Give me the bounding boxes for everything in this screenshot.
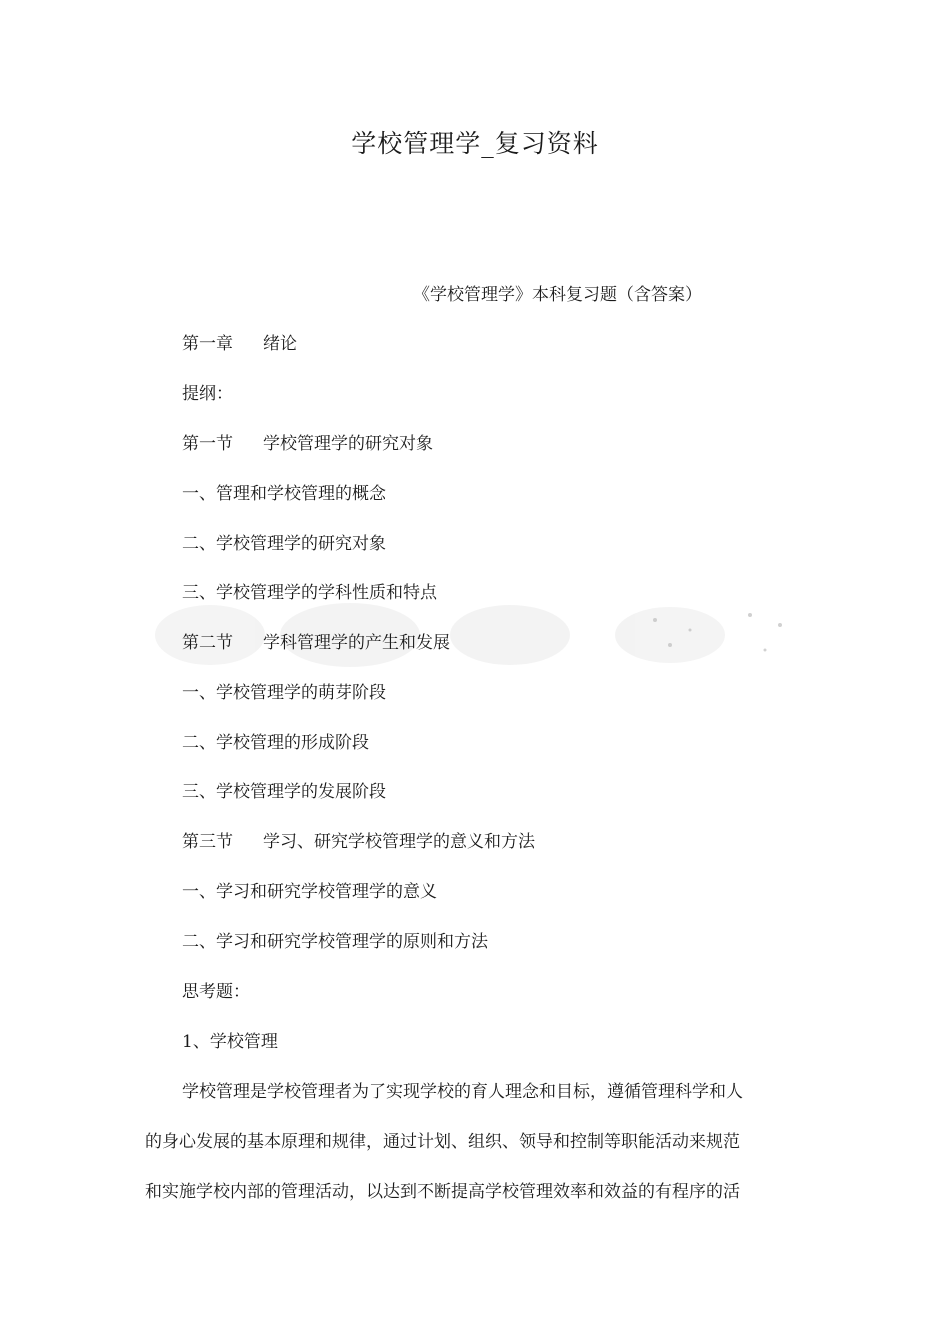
outline-item: 二、学习和研究学校管理学的原则和方法 [182,932,488,952]
outline-item: 一、学校管理学的萌芽阶段 [182,683,386,703]
outline-label: 提纲： [182,384,233,404]
questions-label: 思考题： [182,982,250,1002]
section-label: 第一节 [182,434,233,454]
outline-item: 二、学校管理学的研究对象 [182,534,386,554]
answer-line: 的身心发展的基本原理和规律，通过计划、组织、领导和控制等职能活动来规范 [145,1132,740,1152]
section-name: 学校管理学的研究对象 [263,434,433,454]
section-label: 第二节 [182,633,233,653]
outline-item: 二、学校管理的形成阶段 [182,733,369,753]
section-label: 第三节 [182,832,233,852]
section-heading [182,429,433,454]
section-name: 学科管理学的产生和发展 [263,633,450,653]
document-subtitle: 《学校管理学》本科复习题（含答案） [413,285,702,305]
question-heading: 1、学校管理 [182,1032,278,1052]
outline-item: 三、学校管理学的发展阶段 [182,782,386,802]
document-title: 学校管理学_复习资料 [351,129,599,158]
section-heading [182,827,535,852]
answer-line: 学校管理是学校管理者为了实现学校的育人理念和目标，遵循管理科学和人 [182,1082,743,1102]
outline-item: 三、学校管理学的学科性质和特点 [182,583,437,603]
outline-item: 一、学习和研究学校管理学的意义 [182,882,437,902]
section-name: 学习、研究学校管理学的意义和方法 [263,832,535,852]
outline-item: 一、管理和学校管理的概念 [182,484,386,504]
answer-line: 和实施学校内部的管理活动，以达到不断提高学校管理效率和效益的有程序的活 [145,1182,740,1202]
section-heading [182,628,450,653]
chapter-label: 第一章 [182,334,233,354]
chapter-name: 绪论 [263,334,297,354]
chapter-heading [182,329,297,354]
